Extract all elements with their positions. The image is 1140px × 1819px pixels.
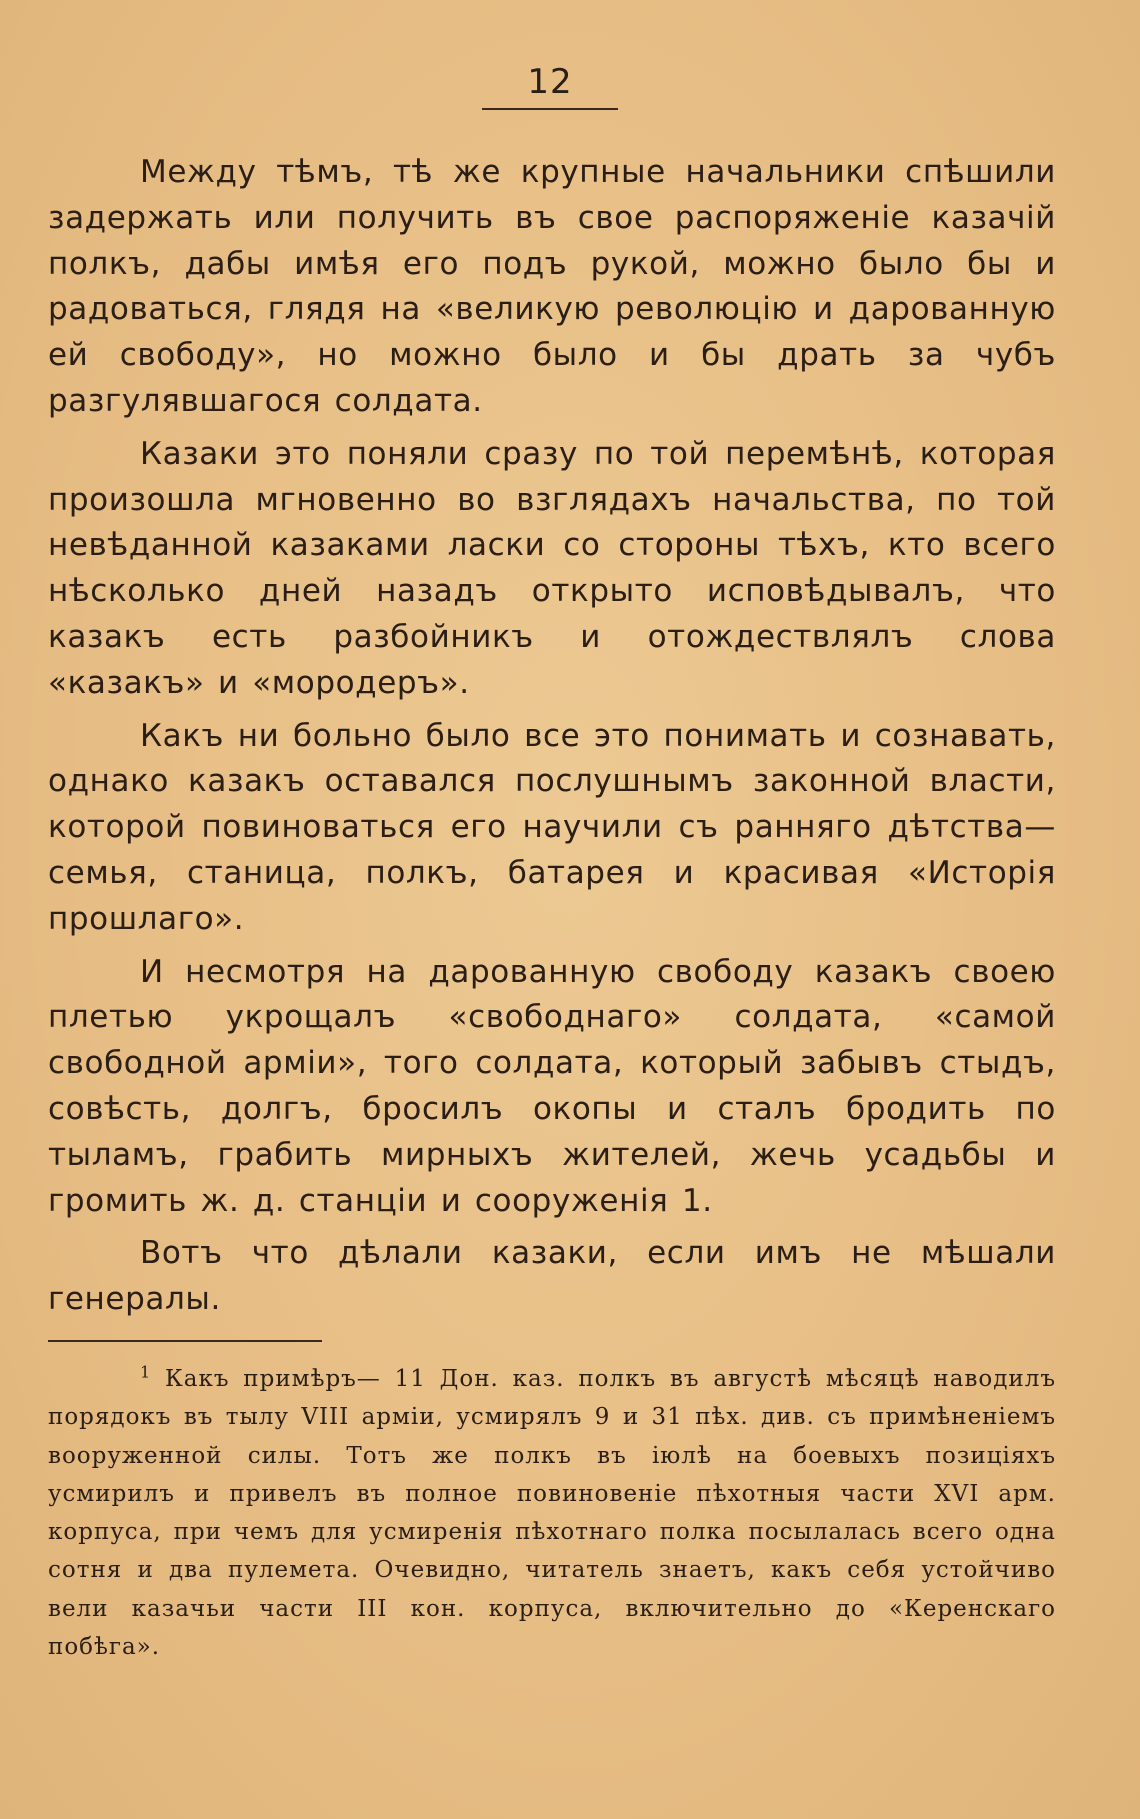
paragraph-2: Казаки это поняли сразу по той перемѣнѣ, которая произошла мгновенно во взглядахъ начальства, по той невѣданной казаками ласки со стороны тѣхъ, кто всего нѣсколько дней назадъ открыто исповѣдывалъ, что казакъ есть разбойникъ и отождествлялъ слова «казакъ» и «мородеръ».: [48, 435, 1056, 701]
paragraph-4: [48, 950, 1056, 1225]
footnote-text: Какъ примѣръ— 11 Дон. каз. полкъ въ августѣ мѣсяцѣ наводилъ порядокъ въ тылу VIII арміи, усмирялъ 9 и 31 пѣх. див. съ примѣненіемъ вооруженной силы. Тотъ же полкъ въ іюлѣ на боевыхъ позиціяхъ усмирилъ и привелъ въ полное повиновеніе пѣхотныя части XVI арм. корпуса, при чемъ для усмиренія пѣхотнаго полка посылалась всего одна сотня и два пулемета. Очевидно, читатель знаетъ, какъ себя устойчиво вели казачьи части III кон. корпуса, включительно до «Керенскаго побѣга».: [48, 1366, 1056, 1661]
paragraph-5: Вотъ что дѣлали казаки, если имъ не мѣшали генералы.: [48, 1235, 1056, 1318]
page-number: 12: [527, 62, 573, 102]
body-text: [48, 150, 1056, 1330]
footnote: [48, 1360, 1056, 1666]
footnote-separator: [48, 1340, 322, 1342]
paragraph-3: Какъ ни больно было все это понимать и сознавать, однако казакъ оставался послушнымъ законной власти, которой повиноваться его научили съ ранняго дѣтства—семья, станица, полкъ, батарея и красивая «Исторія прошлаго».: [48, 717, 1056, 937]
paragraph-4-text: И несмотря на дарованную свободу казакъ своею плетью укрощалъ «свободнаго» солдата, «самой свободной арміи», того солдата, который забывъ стыдъ, совѣсть, долгъ, бросилъ окопы и сталъ бродить по тыламъ, грабить мирныхъ жителей, жечь усадьбы и громить ж. д. станціи и сооруженія: [48, 953, 1056, 1219]
footnote-marker: 1: [140, 1362, 152, 1382]
footnote-reference: 1.: [681, 1182, 713, 1219]
paragraph-1: Между тѣмъ, тѣ же крупные начальники спѣшили задержать или получить въ свое распоряженіе казачій полкъ, дабы имѣя его подъ рукой, можно было бы и радоваться, глядя на «великую революцію и дарованную ей свободу», но можно было и бы драть за чубъ разгулявшагося солдата.: [48, 154, 1056, 419]
page-number-rule: [482, 108, 618, 110]
page-header: [480, 62, 620, 110]
